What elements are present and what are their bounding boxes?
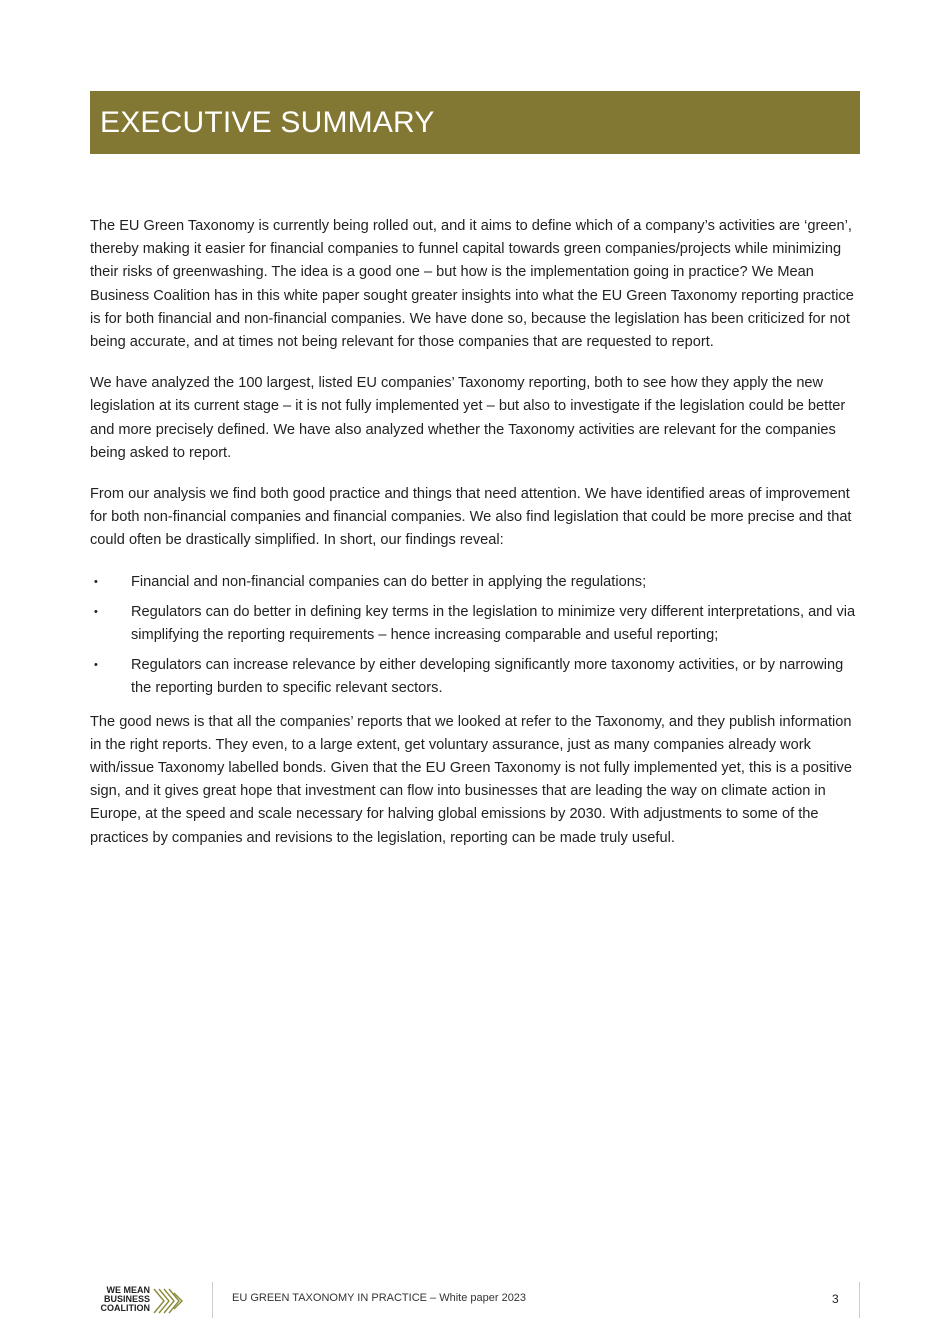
page-number: 3 [832, 1292, 839, 1306]
page-footer [0, 1280, 950, 1320]
section-title-banner [90, 91, 860, 154]
paragraph-intro: The EU Green Taxonomy is currently being rolled out, and it aims to define which of a company’s activities are ‘green’, thereby making it easier for financial companies to funnel capital towards green companies/projects while minimizing their risks of greenwashing. The idea is a good one – but how is the implementation going in practice? We Mean Business Coalition has in this white paper sought greater insights into what the EU Green Taxonomy reporting practice is for both financial and non-financial companies. We have done so, because the legislation has been criticized for not being accurate, and at times not being relevant for those companies that are requested to report. [90, 218, 854, 351]
list-item-text: Financial and non-financial companies can do better in applying the regulations; [131, 573, 647, 590]
footer-document-title: EU GREEN TAXONOMY IN PRACTICE – White paper 2023 [232, 1292, 527, 1304]
bullet-icon: • [94, 575, 98, 588]
logo-line: WE MEAN [106, 1285, 150, 1295]
we-mean-business-logo [90, 1286, 185, 1316]
paragraph-closing: The good news is that all the companies’ reports that we looked at refer to the Taxonomy, and they publish information in the right reports. They even, to a large extent, get voluntary assurance, just as many companies already work with/issue Taxonomy labelled bonds. Given that the EU Green Taxonomy is not fully implemented yet, this is a positive sign, and it gives great hope that investment can flow into businesses that are leading the way on climate action in Europe, at the speed and scale necessary for halving global emissions by 2030. With adjustments to some of the practices by companies and revisions to the legislation, reporting can be made truly useful. [90, 713, 852, 846]
list-item [90, 601, 860, 647]
list-item [90, 571, 860, 594]
chevrons-right-icon [152, 1287, 184, 1315]
list-item-text: Regulators can do better in defining key terms in the legislation to minimize very different interpretations, and via simplifying the reporting requirements – hence increasing comparable and useful reporting; [131, 603, 856, 644]
list-item-text: Regulators can increase relevance by either developing significantly more taxonomy activities, or by narrowing the reporting burden to specific relevant sectors. [131, 657, 844, 697]
footer-divider [212, 1282, 213, 1318]
body-text [90, 215, 860, 868]
section-title: EXECUTIVE SUMMARY [100, 105, 435, 139]
paragraph-analysis: We have analyzed the 100 largest, listed EU companies’ Taxonomy reporting, both to see how they apply the new legislation at its current stage – it is not fully implemented yet – but also to investigate if the legislation could be better and more precisely defined. We have also analyzed whether the Taxonomy activities are relevant for the companies being asked to report. [90, 375, 846, 461]
list-item [90, 654, 860, 700]
bullet-icon: • [94, 605, 98, 618]
paragraph-findings: From our analysis we find both good practice and things that need attention. We have identified areas of improvement for both non-financial companies and financial companies. We also find legislation that could be more precise and that could often be drastically simplified. In short, our findings reveal: [90, 486, 852, 549]
logo-line: COALITION [100, 1303, 150, 1313]
bullet-icon: • [94, 659, 98, 672]
logo-line: BUSINESS [103, 1294, 150, 1304]
logo-wordmark [90, 1286, 150, 1313]
footer-divider [859, 1282, 860, 1318]
findings-list [90, 571, 860, 701]
